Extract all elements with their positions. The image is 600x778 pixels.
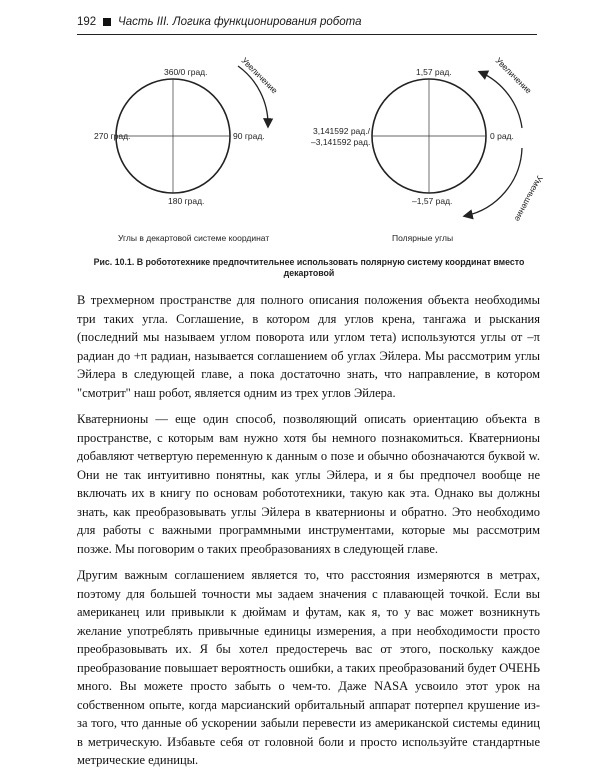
figure-diagrams: [60, 48, 550, 258]
cartesian-diagram: [94, 55, 280, 243]
paragraph-quaternions: Кватернионы — еще один способ, позволяющий описать ориентацию объекта в пространстве, с которым вам нужно хотя бы немного познакомиться. Кватернионы добавляют четвертую переменную к данным о позе и обычно обозначаются буквой w. Они не так интуитивно понятны, как углы Эйлера, и я бы предпочел вообще не включать их в книгу по основам робототехники, такую как эта. Однако вы должны знать, как преобразовывать углы Эйлера в кватернионы и обратно. Это необходимо для работы с важными программными инструментами, которые мы рассмотрим позже. Мы поговорим о таких преобразованиях в следующей главе.: [77, 412, 540, 556]
cartesian-caption: Углы в декартовой системе координат: [118, 233, 270, 243]
paragraph-units: Другим важным соглашением является то, что расстояния измеряются в метрах, поэтому для большей точности мы задаем значения с плавающей точкой. Если вы американец или привыкли к дюймам и футам, как я, то у вас может возникнуть желание употреблять привычные единицы измерения, а при необходимости просто преобразовывать их. Я бы хотел предостеречь вас от этого, поскольку каждое преобразование повышает вероятность ошибки, а таких преобразований будет ОЧЕНЬ много. Вы можете просто забыть о чем-то. Даже NASA усвоило этот урок на собственном опыте, когда марсианский орбитальный аппарат потерпел крушение из-за того, что данные об ускорении забыли перевести из американской системы единиц в метрическую. Избавьте себя от головной боли и просто используйте стандартные метрические единицы.: [77, 568, 540, 767]
paragraph-euler: В трехмерном пространстве для полного описания положения объекта необходимы три таких угла. Соглашение, в котором для углов крена, тангажа и рыскания (последний мы называем углом поворота или углом тета) используются углы от –π радиан до +π радиан, называется соглашением об углах Эйлера. Мы рассмотрим углы Эйлера в следующей главе, а пока достаточно знать, что направление, в котором "смотрит" наш робот, является одним из трех углов Эйлера.: [77, 293, 540, 400]
increase-label: Увеличение: [239, 55, 280, 96]
label-minus-pi: –3,141592 рад.: [311, 137, 371, 147]
running-header: [77, 12, 537, 35]
polar-increase-label: Увеличение: [493, 55, 534, 96]
label-270: 270 град.: [94, 131, 131, 141]
figure-caption: Рис. 10.1. В робототехнике предпочтительнее использовать полярную систему координат вместо декартовой: [93, 257, 525, 278]
polar-caption: Полярные углы: [392, 233, 454, 243]
label-360-0: 360/0 град.: [164, 67, 208, 77]
polar-diagram: [311, 55, 545, 243]
page-number: 192: [77, 16, 97, 28]
label-90: 90 град.: [233, 131, 265, 141]
chapter-title: Часть III. Логика функционирования робота: [118, 16, 362, 28]
polar-decrease-label: Уменьшение: [512, 174, 546, 224]
header-square-marker: [103, 18, 111, 26]
label-180: 180 град.: [168, 196, 205, 206]
polar-decrease-arrow: [465, 148, 522, 216]
label-minus-1-57: –1,57 рад.: [412, 196, 453, 206]
figure-10-1: [60, 48, 550, 278]
label-pi: 3,141592 рад./: [313, 126, 370, 136]
label-1-57: 1,57 рад.: [416, 67, 452, 77]
body-text: [77, 291, 540, 778]
label-0-rad: 0 рад.: [490, 131, 514, 141]
